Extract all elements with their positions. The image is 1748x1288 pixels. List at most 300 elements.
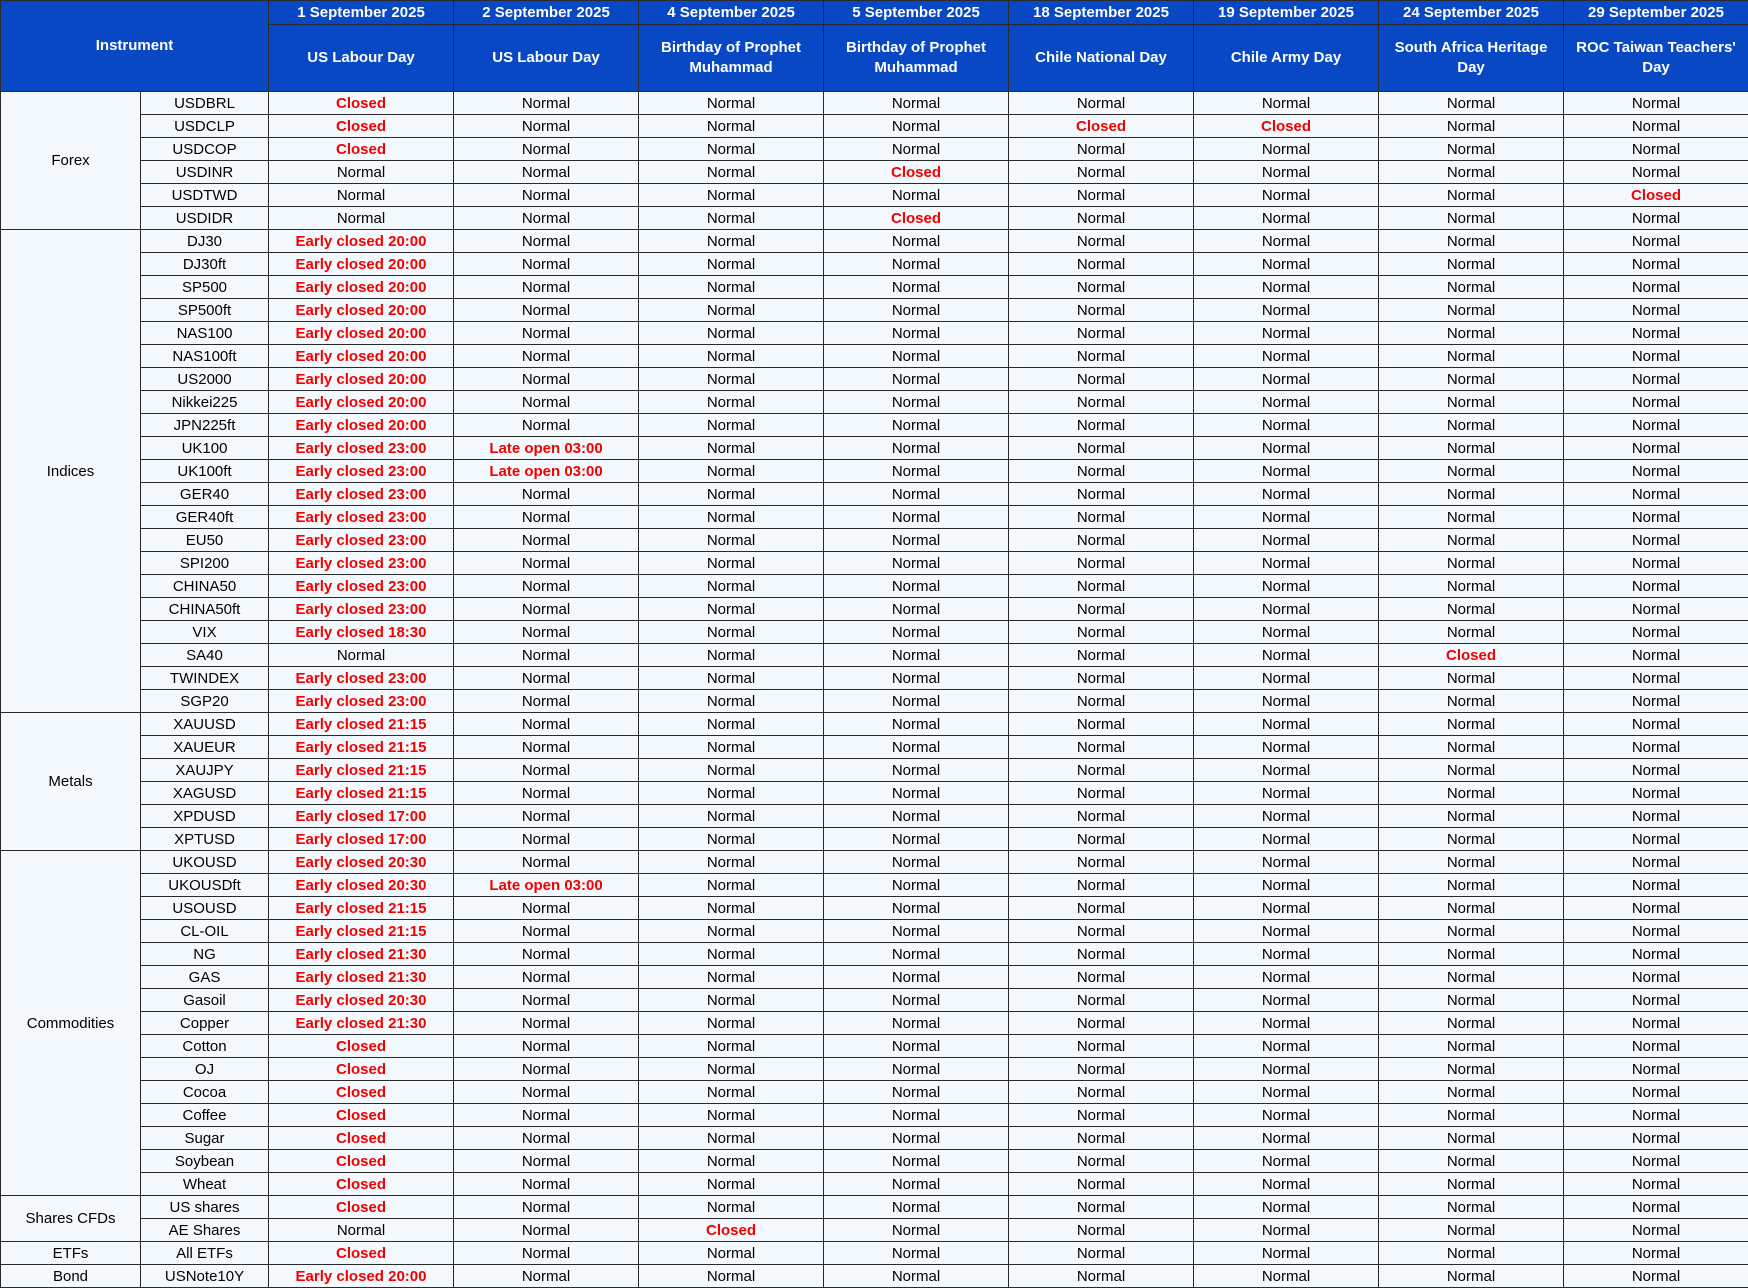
status-cell: Normal [1194, 759, 1379, 782]
status-cell: Normal [1009, 552, 1194, 575]
status-cell: Normal [454, 644, 639, 667]
status-cell: Normal [1379, 782, 1564, 805]
status-cell: Normal [824, 736, 1009, 759]
status-cell: Normal [1009, 1265, 1194, 1288]
status-cell: Normal [824, 276, 1009, 299]
table-row [1, 138, 1748, 161]
status-cell: Early closed 20:00 [269, 345, 454, 368]
status-cell: Normal [1564, 598, 1748, 621]
status-cell: Normal [1194, 483, 1379, 506]
header-holiday-name: US Labour Day [269, 25, 454, 92]
status-cell: Normal [1379, 736, 1564, 759]
instrument-cell: US2000 [141, 368, 269, 391]
status-cell: Closed [269, 1081, 454, 1104]
status-cell: Normal [824, 368, 1009, 391]
status-cell: Normal [1564, 851, 1748, 874]
status-cell: Normal [454, 966, 639, 989]
table-row [1, 115, 1748, 138]
header-date: 29 September 2025 [1564, 1, 1748, 25]
status-cell: Closed [269, 115, 454, 138]
status-cell: Early closed 17:00 [269, 828, 454, 851]
status-cell: Normal [1564, 1242, 1748, 1265]
table-row [1, 1104, 1748, 1127]
status-cell: Normal [454, 828, 639, 851]
status-cell: Normal [1194, 1265, 1379, 1288]
status-cell: Normal [639, 483, 824, 506]
status-cell: Normal [824, 529, 1009, 552]
status-cell: Normal [1379, 276, 1564, 299]
status-cell: Normal [824, 966, 1009, 989]
status-cell: Normal [824, 897, 1009, 920]
instrument-cell: XAUJPY [141, 759, 269, 782]
status-cell: Normal [454, 667, 639, 690]
table-row [1, 345, 1748, 368]
status-cell: Normal [1564, 874, 1748, 897]
status-cell: Normal [1564, 529, 1748, 552]
instrument-cell: DJ30 [141, 230, 269, 253]
status-cell: Normal [639, 897, 824, 920]
status-cell: Normal [1194, 782, 1379, 805]
status-cell: Normal [639, 322, 824, 345]
table-row [1, 598, 1748, 621]
table-row [1, 276, 1748, 299]
table-row [1, 92, 1748, 115]
table-row [1, 368, 1748, 391]
header-date: 18 September 2025 [1009, 1, 1194, 25]
status-cell: Closed [1379, 644, 1564, 667]
status-cell: Normal [1379, 345, 1564, 368]
status-cell: Normal [1009, 897, 1194, 920]
status-cell: Normal [1009, 644, 1194, 667]
status-cell: Normal [1009, 345, 1194, 368]
table-row [1, 575, 1748, 598]
table-row [1, 828, 1748, 851]
category-cell: Bond [1, 1265, 141, 1288]
status-cell: Normal [269, 184, 454, 207]
header-date: 24 September 2025 [1379, 1, 1564, 25]
status-cell: Early closed 20:00 [269, 391, 454, 414]
status-cell: Normal [1564, 138, 1748, 161]
instrument-cell: SP500ft [141, 299, 269, 322]
status-cell: Normal [824, 92, 1009, 115]
table-row [1, 713, 1748, 736]
status-cell: Normal [824, 644, 1009, 667]
status-cell: Normal [824, 690, 1009, 713]
table-row [1, 782, 1748, 805]
status-cell: Normal [1379, 506, 1564, 529]
status-cell: Normal [454, 138, 639, 161]
instrument-cell: UK100 [141, 437, 269, 460]
status-cell: Normal [454, 322, 639, 345]
status-cell: Normal [1194, 690, 1379, 713]
status-cell: Normal [1194, 1242, 1379, 1265]
status-cell: Normal [1194, 1035, 1379, 1058]
status-cell: Normal [824, 713, 1009, 736]
instrument-cell: XAUEUR [141, 736, 269, 759]
status-cell: Normal [639, 1035, 824, 1058]
status-cell: Normal [1194, 1081, 1379, 1104]
status-cell: Normal [454, 782, 639, 805]
instrument-cell: VIX [141, 621, 269, 644]
status-cell: Closed [1564, 184, 1748, 207]
header-holiday-name: Chile National Day [1009, 25, 1194, 92]
status-cell: Normal [824, 1219, 1009, 1242]
header-holiday-name: Birthday of Prophet Muhammad [824, 25, 1009, 92]
status-cell: Normal [824, 345, 1009, 368]
status-cell: Normal [1009, 1173, 1194, 1196]
status-cell: Normal [1194, 713, 1379, 736]
status-cell: Normal [1194, 943, 1379, 966]
status-cell: Normal [639, 299, 824, 322]
status-cell: Normal [639, 138, 824, 161]
instrument-cell: GER40 [141, 483, 269, 506]
status-cell: Normal [454, 391, 639, 414]
status-cell: Normal [824, 782, 1009, 805]
status-cell: Normal [1194, 368, 1379, 391]
status-cell: Normal [1564, 1127, 1748, 1150]
status-cell: Normal [1009, 322, 1194, 345]
status-cell: Normal [639, 184, 824, 207]
status-cell: Normal [1564, 575, 1748, 598]
status-cell: Normal [1194, 874, 1379, 897]
instrument-cell: USDINR [141, 161, 269, 184]
status-cell: Early closed 23:00 [269, 529, 454, 552]
status-cell: Late open 03:00 [454, 437, 639, 460]
status-cell: Normal [454, 1058, 639, 1081]
status-cell: Normal [824, 1035, 1009, 1058]
status-cell: Normal [1564, 782, 1748, 805]
status-cell: Normal [824, 138, 1009, 161]
table-row [1, 667, 1748, 690]
status-cell: Normal [1564, 506, 1748, 529]
status-cell: Early closed 17:00 [269, 805, 454, 828]
status-cell: Normal [824, 1104, 1009, 1127]
status-cell: Normal [639, 207, 824, 230]
status-cell: Normal [1194, 345, 1379, 368]
status-cell: Early closed 20:30 [269, 874, 454, 897]
status-cell: Normal [1009, 690, 1194, 713]
table-row [1, 874, 1748, 897]
status-cell: Normal [1194, 414, 1379, 437]
status-cell: Normal [1009, 1242, 1194, 1265]
status-cell: Normal [454, 920, 639, 943]
table-row [1, 184, 1748, 207]
header-date: 2 September 2025 [454, 1, 639, 25]
status-cell: Normal [1564, 1104, 1748, 1127]
status-cell: Normal [454, 414, 639, 437]
status-cell: Normal [454, 989, 639, 1012]
status-cell: Normal [1564, 115, 1748, 138]
table-row [1, 1242, 1748, 1265]
status-cell: Early closed 21:15 [269, 736, 454, 759]
status-cell: Normal [1379, 391, 1564, 414]
status-cell: Normal [1194, 230, 1379, 253]
status-cell: Normal [1194, 1127, 1379, 1150]
table-row [1, 437, 1748, 460]
status-cell: Normal [824, 575, 1009, 598]
status-cell: Early closed 20:00 [269, 253, 454, 276]
status-cell: Normal [1009, 1081, 1194, 1104]
status-cell: Normal [1564, 736, 1748, 759]
category-cell: Forex [1, 92, 141, 230]
status-cell: Normal [1564, 414, 1748, 437]
header-date-row [1, 1, 1748, 25]
status-cell: Closed [269, 1150, 454, 1173]
status-cell: Normal [454, 299, 639, 322]
status-cell: Normal [454, 92, 639, 115]
status-cell: Normal [1379, 299, 1564, 322]
instrument-cell: Gasoil [141, 989, 269, 1012]
status-cell: Normal [1379, 621, 1564, 644]
status-cell: Normal [1379, 322, 1564, 345]
status-cell: Normal [639, 1265, 824, 1288]
status-cell: Normal [1564, 897, 1748, 920]
instrument-cell: USDTWD [141, 184, 269, 207]
status-cell: Normal [1009, 161, 1194, 184]
table-row [1, 805, 1748, 828]
status-cell: Normal [1379, 1127, 1564, 1150]
instrument-cell: UKOUSDft [141, 874, 269, 897]
status-cell: Early closed 21:15 [269, 713, 454, 736]
status-cell: Normal [269, 644, 454, 667]
instrument-cell: CHINA50ft [141, 598, 269, 621]
status-cell: Normal [1009, 598, 1194, 621]
status-cell: Normal [1194, 161, 1379, 184]
status-cell: Normal [1564, 1173, 1748, 1196]
status-cell: Normal [1379, 828, 1564, 851]
table-row [1, 943, 1748, 966]
status-cell: Normal [639, 1012, 824, 1035]
status-cell: Normal [454, 115, 639, 138]
table-row [1, 1196, 1748, 1219]
status-cell: Early closed 21:15 [269, 920, 454, 943]
status-cell: Normal [824, 1196, 1009, 1219]
status-cell: Normal [1194, 1150, 1379, 1173]
status-cell: Normal [1009, 391, 1194, 414]
status-cell: Closed [269, 1058, 454, 1081]
status-cell: Normal [824, 1242, 1009, 1265]
header-date: 4 September 2025 [639, 1, 824, 25]
status-cell: Normal [639, 805, 824, 828]
status-cell: Late open 03:00 [454, 874, 639, 897]
status-cell: Normal [1564, 1150, 1748, 1173]
status-cell: Normal [1564, 161, 1748, 184]
status-cell: Normal [1379, 713, 1564, 736]
status-cell: Normal [1379, 874, 1564, 897]
status-cell: Closed [269, 1173, 454, 1196]
status-cell: Normal [1379, 230, 1564, 253]
status-cell: Normal [1009, 713, 1194, 736]
status-cell: Normal [454, 690, 639, 713]
status-cell: Closed [269, 1035, 454, 1058]
status-cell: Normal [1379, 529, 1564, 552]
status-cell: Normal [1194, 1219, 1379, 1242]
status-cell: Normal [639, 253, 824, 276]
status-cell: Normal [824, 828, 1009, 851]
status-cell: Normal [1194, 322, 1379, 345]
status-cell: Normal [1564, 299, 1748, 322]
status-cell: Normal [1379, 483, 1564, 506]
table-row [1, 253, 1748, 276]
status-cell: Normal [1379, 1242, 1564, 1265]
status-cell: Normal [824, 230, 1009, 253]
instrument-cell: OJ [141, 1058, 269, 1081]
status-cell: Normal [639, 828, 824, 851]
status-cell: Normal [1564, 621, 1748, 644]
status-cell: Normal [1009, 1012, 1194, 1035]
table-row [1, 851, 1748, 874]
status-cell: Normal [824, 1265, 1009, 1288]
status-cell: Normal [1194, 276, 1379, 299]
status-cell: Normal [639, 782, 824, 805]
status-cell: Normal [1564, 966, 1748, 989]
status-cell: Normal [1379, 1012, 1564, 1035]
status-cell: Normal [1379, 759, 1564, 782]
status-cell: Normal [1564, 552, 1748, 575]
instrument-cell: USDBRL [141, 92, 269, 115]
status-cell: Normal [1379, 690, 1564, 713]
status-cell: Early closed 20:30 [269, 851, 454, 874]
status-cell: Normal [454, 1265, 639, 1288]
status-cell: Normal [1009, 1127, 1194, 1150]
status-cell: Normal [1379, 207, 1564, 230]
status-cell: Normal [1564, 1219, 1748, 1242]
status-cell: Closed [269, 1127, 454, 1150]
table-body [1, 92, 1748, 1288]
instrument-cell: Cotton [141, 1035, 269, 1058]
status-cell: Normal [1009, 529, 1194, 552]
table-row [1, 391, 1748, 414]
status-cell: Early closed 23:00 [269, 667, 454, 690]
status-cell: Normal [824, 1127, 1009, 1150]
status-cell: Normal [1379, 897, 1564, 920]
status-cell: Normal [824, 414, 1009, 437]
status-cell: Normal [454, 851, 639, 874]
status-cell: Early closed 23:00 [269, 506, 454, 529]
status-cell: Normal [639, 644, 824, 667]
status-cell: Closed [639, 1219, 824, 1242]
instrument-cell: NAS100ft [141, 345, 269, 368]
status-cell: Normal [1009, 299, 1194, 322]
instrument-cell: USNote10Y [141, 1265, 269, 1288]
status-cell: Normal [1194, 460, 1379, 483]
status-cell: Normal [1564, 322, 1748, 345]
status-cell: Normal [639, 414, 824, 437]
status-cell: Normal [1564, 644, 1748, 667]
status-cell: Normal [1564, 920, 1748, 943]
status-cell: Normal [454, 230, 639, 253]
status-cell: Normal [1194, 391, 1379, 414]
status-cell: Normal [1379, 920, 1564, 943]
status-cell: Closed [269, 92, 454, 115]
status-cell: Normal [824, 989, 1009, 1012]
status-cell: Normal [1379, 437, 1564, 460]
instrument-cell: XPTUSD [141, 828, 269, 851]
status-cell: Normal [1009, 736, 1194, 759]
instrument-cell: CL-OIL [141, 920, 269, 943]
instrument-cell: All ETFs [141, 1242, 269, 1265]
status-cell: Normal [1379, 414, 1564, 437]
header-holiday-name: US Labour Day [454, 25, 639, 92]
status-cell: Normal [454, 368, 639, 391]
status-cell: Normal [1194, 805, 1379, 828]
status-cell: Normal [454, 1035, 639, 1058]
status-cell: Normal [1009, 414, 1194, 437]
status-cell: Normal [454, 736, 639, 759]
category-cell: Shares CFDs [1, 1196, 141, 1242]
status-cell: Normal [824, 920, 1009, 943]
instrument-cell: EU50 [141, 529, 269, 552]
status-cell: Normal [454, 1173, 639, 1196]
status-cell: Normal [1379, 1265, 1564, 1288]
instrument-cell: USDIDR [141, 207, 269, 230]
status-cell: Normal [1194, 1104, 1379, 1127]
status-cell: Normal [1194, 851, 1379, 874]
status-cell: Normal [639, 368, 824, 391]
status-cell: Normal [639, 759, 824, 782]
table-row [1, 552, 1748, 575]
status-cell: Normal [639, 1058, 824, 1081]
table-row [1, 322, 1748, 345]
status-cell: Normal [454, 943, 639, 966]
status-cell: Normal [454, 253, 639, 276]
instrument-cell: USDCOP [141, 138, 269, 161]
status-cell: Normal [1194, 1012, 1379, 1035]
status-cell: Normal [1379, 552, 1564, 575]
category-cell: Metals [1, 713, 141, 851]
instrument-cell: NG [141, 943, 269, 966]
status-cell: Normal [1194, 184, 1379, 207]
status-cell: Normal [1009, 966, 1194, 989]
status-cell: Normal [454, 506, 639, 529]
header-holiday-name: South Africa Heritage Day [1379, 25, 1564, 92]
status-cell: Normal [1564, 230, 1748, 253]
status-cell: Normal [1564, 943, 1748, 966]
status-cell: Normal [639, 1242, 824, 1265]
status-cell: Closed [1009, 115, 1194, 138]
status-cell: Normal [454, 1012, 639, 1035]
status-cell: Normal [1194, 598, 1379, 621]
status-cell: Normal [1564, 1058, 1748, 1081]
status-cell: Normal [1564, 253, 1748, 276]
table-row [1, 529, 1748, 552]
status-cell: Normal [1009, 276, 1194, 299]
status-cell: Normal [824, 851, 1009, 874]
status-cell: Normal [1009, 368, 1194, 391]
status-cell: Normal [639, 115, 824, 138]
status-cell: Normal [1194, 299, 1379, 322]
status-cell: Normal [824, 253, 1009, 276]
status-cell: Normal [1564, 368, 1748, 391]
status-cell: Normal [639, 506, 824, 529]
status-cell: Normal [1194, 207, 1379, 230]
table-row [1, 414, 1748, 437]
status-cell: Normal [1379, 1219, 1564, 1242]
status-cell: Normal [1564, 989, 1748, 1012]
status-cell: Normal [1564, 805, 1748, 828]
status-cell: Normal [639, 437, 824, 460]
status-cell: Normal [1379, 253, 1564, 276]
status-cell: Normal [824, 1173, 1009, 1196]
status-cell: Normal [454, 1196, 639, 1219]
status-cell: Normal [1379, 1104, 1564, 1127]
status-cell: Early closed 20:00 [269, 414, 454, 437]
status-cell: Normal [1194, 1058, 1379, 1081]
status-cell: Normal [1194, 506, 1379, 529]
table-row [1, 483, 1748, 506]
status-cell: Normal [1564, 92, 1748, 115]
status-cell: Normal [454, 276, 639, 299]
